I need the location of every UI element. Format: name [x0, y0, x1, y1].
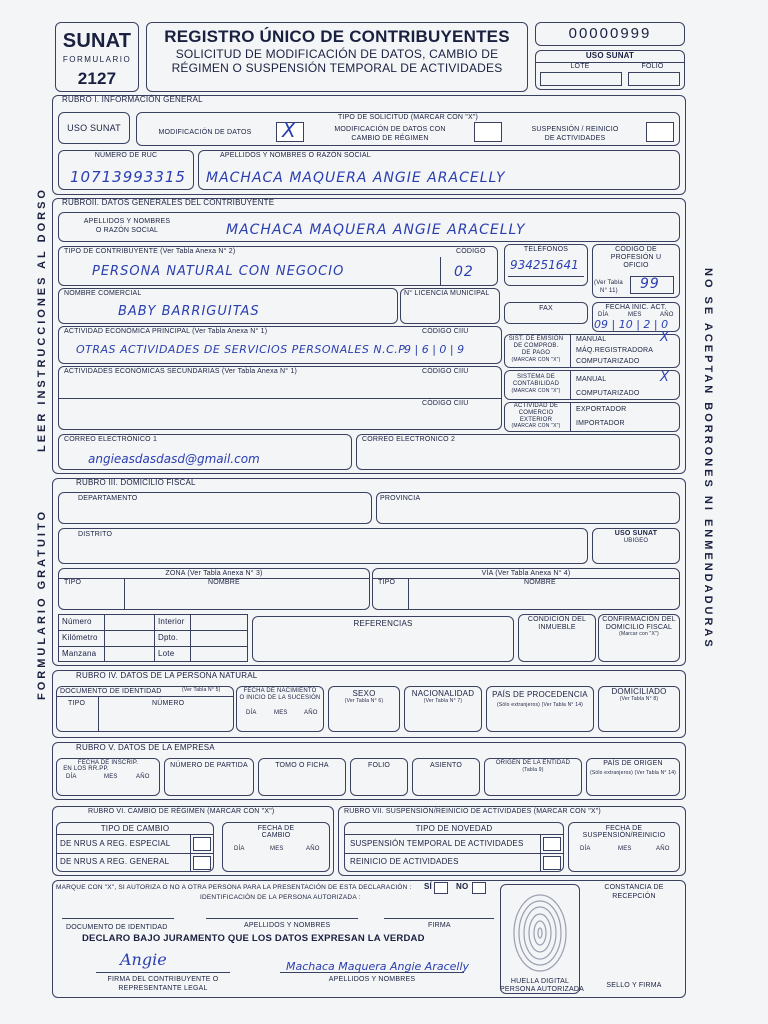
sist-contabilidad-label-2: CONTABILIDAD	[512, 381, 560, 387]
zona-tipo-label: TIPO	[64, 579, 82, 586]
autoriza-text: MARQUE CON "X", SI AUTORIZA O NO A OTRA PERSONA PARA LA PRESENTACIÓN DE ESTA DECLARACIÓN :	[56, 884, 412, 891]
via-tipo-label: TIPO	[378, 579, 396, 586]
novedad-opt1-check[interactable]	[543, 837, 561, 851]
origen-label-2: (Tabla 9)	[522, 767, 544, 773]
folio-label: FOLIO	[641, 63, 664, 70]
domiciliado-ver: (Ver Tabla N° 8)	[619, 696, 659, 702]
autoriza-si-check[interactable]	[434, 882, 448, 894]
form-subtitle-2: RÉGIMEN O SUSPENSIÓN TEMPORAL DE ACTIVIDADES	[171, 61, 503, 75]
tipo-codigo-label: CÓDIGO	[456, 248, 486, 255]
condicion-label-1: CONDICIÓN DEL	[527, 616, 587, 623]
correo1-value: angieasdasdasd@gmail.com	[88, 452, 260, 466]
folio-input[interactable]	[628, 72, 680, 86]
fecha-suspension-mes: MES	[618, 846, 632, 852]
comercio-exterior-label-1: ACTIVIDAD DE	[513, 403, 559, 409]
ruc-label: NÚMERO DE RUC	[94, 152, 158, 159]
documento-ver: (Ver Tabla N° 5)	[182, 687, 221, 693]
tomo-label: TOMO O FICHA	[275, 762, 329, 769]
fecha-cambio-mes: MES	[270, 846, 284, 852]
rubro3-title: RUBRO III. DOMICILIO FISCAL	[76, 478, 196, 487]
firma-label: FIRMA	[428, 922, 451, 929]
cambio-opt1-check[interactable]	[193, 837, 211, 851]
nacionalidad-label: NACIONALIDAD	[411, 689, 475, 698]
comercio-exterior-label-2: COMERCIO	[518, 410, 554, 416]
rubro4-title: RUBRO IV. DATOS DE LA PERSONA NATURAL	[76, 671, 258, 680]
tipo-contribuyente-label: TIPO DE CONTRIBUYENTE (Ver Tabla Anexa N° 2)	[64, 248, 236, 255]
fecha-cambio-anio: AÑO	[306, 846, 320, 852]
emision-maq-label: MÁQ.REGISTRADORA	[576, 347, 654, 354]
distrito-label: DISTRITO	[78, 531, 113, 538]
novedad-opt2-check[interactable]	[543, 856, 561, 870]
opt-modificacion-mark: X	[282, 118, 297, 142]
fax-label: FAX	[539, 305, 553, 312]
opt-suspension-label-2: DE ACTIVIDADES	[544, 135, 606, 142]
via-label: VÍA (Ver Tabla Anexa N° 4)	[481, 570, 571, 577]
telefono-label: TELÉFONOS	[523, 246, 569, 253]
importador-label: IMPORTADOR	[576, 420, 625, 427]
autoriza-identificacion: IDENTIFICACIÓN DE LA PERSONA AUTORIZADA :	[200, 894, 361, 901]
form-number: 2127	[77, 69, 117, 88]
lote-label: LOTE	[570, 63, 590, 70]
emision-manual-label: MANUAL	[576, 336, 607, 343]
rubro5-title: RUBRO V. DATOS DE LA EMPRESA	[76, 743, 215, 752]
tipo-novedad-label: TIPO DE NOVEDAD	[415, 824, 493, 833]
formulario-label: FORMULARIO	[62, 55, 132, 64]
fecha-nacimiento-label-1: FECHA DE NACIMIENTO	[243, 688, 317, 694]
rubro1-uso-sunat: USO SUNAT	[67, 123, 121, 133]
fecha-inscrip-label-2: EN LOS RR.PP.	[63, 766, 109, 772]
confirmacion-label-2: DOMICILIO FISCAL	[605, 624, 673, 631]
brand-logo: SUNAT	[62, 30, 132, 52]
documento-tipo-label: TIPO	[68, 700, 86, 707]
huella-label-2: PERSONA AUTORIZADA	[500, 986, 584, 993]
uso-sunat-label: USO SUNAT	[585, 51, 635, 60]
profesion-ver-tabla-2: N° 11)	[600, 288, 618, 294]
nombre-comercial-label: NOMBRE COMERCIAL	[64, 290, 142, 297]
constancia-label-1: CONSTANCIA DE	[604, 884, 664, 891]
apellidos-label: APELLIDOS Y NOMBRES	[244, 922, 331, 929]
confirmacion-label-3: (Marcar con "X")	[619, 631, 659, 637]
fingerprint-icon	[508, 890, 572, 976]
provincia-field[interactable]	[376, 492, 680, 524]
r2-name-label-2: O RAZÓN SOCIAL	[95, 227, 159, 234]
comercio-exterior-marcar: (MARCAR CON "X")	[511, 423, 561, 429]
cambio-opt2-label: DE NRUS A REG. GENERAL	[60, 857, 170, 866]
confirmacion-label-1: CONFIRMACIÓN DEL	[602, 616, 676, 623]
fecha-suspension-anio: AÑO	[656, 846, 670, 852]
novedad-opt1-label: SUSPENSIÓN TEMPORAL DE ACTIVIDADES	[350, 839, 524, 848]
huella-label-1: HUELLA DIGITAL	[510, 978, 570, 985]
serial-number: 00000999	[568, 25, 652, 42]
opt-suspension-check[interactable]	[646, 122, 674, 142]
lote-label: Lote	[158, 649, 175, 658]
numero-label: Número	[62, 617, 92, 626]
sexo-ver: (Ver Tabla N° 6)	[344, 698, 384, 704]
condicion-label-2: INMUEBLE	[538, 624, 576, 631]
documento-numero-label: NÚMERO	[152, 700, 185, 707]
sello-label: SELLO Y FIRMA	[606, 982, 662, 989]
fecha-nacimiento-label-2: O INICIO DE LA SUCESIÓN	[239, 695, 321, 701]
fecha-inicio-label: FECHA INIC. ACT.	[605, 304, 667, 311]
correo1-label: CORREO ELECTRÓNICO 1	[64, 436, 158, 443]
rubro2-title: RUBROII. DATOS GENERALES DEL CONTRIBUYENTE	[62, 198, 275, 207]
name-label: APELLIDOS Y NOMBRES O RAZÓN SOCIAL	[220, 152, 371, 159]
opt-cambio-label-1: MODIFICACIÓN DE DATOS CON	[334, 126, 446, 133]
apellidos-contribuyente-label: APELLIDOS Y NOMBRES	[328, 976, 416, 983]
fecha-inscrip-mes: MES	[104, 774, 118, 780]
fecha-inicio-dia: DÍA	[598, 312, 609, 318]
tipo-contribuyente-value: PERSONA NATURAL CON NEGOCIO	[92, 264, 345, 279]
fecha-inicio-value: 09 | 10 | 2 | 0	[594, 318, 669, 331]
opt-suspension-label-1: SUSPENSIÓN / REINICIO	[531, 126, 619, 133]
fecha-cambio-label-2: CAMBIO	[261, 832, 291, 839]
actividad-principal-label: ACTIVIDAD ECONÓMICA PRINCIPAL (Ver Tabla Anexa N° 1)	[64, 328, 268, 335]
pais-procedencia-label: PAÍS DE PROCEDENCIA	[492, 690, 588, 699]
contabilidad-manual-label: MANUAL	[576, 376, 607, 383]
name-value: MACHACA MAQUERA ANGIE ARACELLY	[206, 170, 506, 186]
rubro6-title: RUBRO VI. CAMBIO DE RÉGIMEN (MARCAR CON "X")	[88, 808, 275, 815]
fecha-suspension-dia: DÍA	[580, 846, 591, 852]
actividad-principal-ciiu-label: CÓDIGO CIIU	[422, 328, 469, 335]
provincia-label: PROVINCIA	[380, 495, 421, 502]
manzana-label: Manzana	[62, 649, 97, 658]
opt-cambio-check[interactable]	[474, 122, 502, 142]
constancia-label-2: RECEPCIÓN	[612, 893, 656, 900]
sist-contabilidad-label-1: SISTEMA DE	[516, 374, 555, 380]
zona-nombre-label: NOMBRE	[208, 579, 240, 586]
ubigeo-label: UBIGEO	[623, 538, 649, 544]
comercio-exterior-label-3: EXTERIOR	[519, 417, 553, 423]
cambio-opt2-check[interactable]	[193, 856, 211, 870]
autoriza-no-check[interactable]	[472, 882, 486, 894]
fecha-inscrip-anio: AÑO	[136, 774, 150, 780]
exportador-label: EXPORTADOR	[576, 406, 627, 413]
origen-label-1: ORIGEN DE LA ENTIDAD	[495, 760, 571, 766]
tipo-codigo-value: 02	[454, 264, 474, 280]
pais-procedencia-ver: (Sólo extranjeros) (Ver Tabla N° 14)	[496, 702, 584, 708]
nacionalidad-ver: (Ver Tabla N° 7)	[423, 698, 463, 704]
emision-computarizado-label: COMPUTARIZADO	[576, 358, 640, 365]
doc-identidad-label: DOCUMENTO DE IDENTIDAD	[66, 924, 168, 931]
lote-input[interactable]	[540, 72, 622, 86]
fecha-cambio-label-1: FECHA DE	[257, 825, 295, 832]
declaro-text: DECLARO BAJO JURAMENTO QUE LOS DATOS EXPRESAN LA VERDAD	[82, 933, 425, 944]
emision-manual-mark: X	[660, 330, 670, 345]
actividad-principal-ciiu-value: 9 | 6 | 0 | 9	[404, 343, 465, 356]
documento-label: DOCUMENTO DE IDENTIDAD	[60, 688, 162, 695]
distrito-field[interactable]	[58, 528, 588, 564]
profesion-ver-tabla: (Ver Tabla	[594, 280, 623, 286]
fecha-inscrip-label-1: FECHA DE INSCRIP.	[77, 760, 139, 766]
zona-label: ZONA (Ver Tabla Anexa N° 3)	[165, 570, 263, 577]
r2-name-label-1: APELLIDOS Y NOMBRES	[83, 218, 171, 225]
sist-emision-label-2: DE COMPROB.	[513, 343, 559, 349]
sist-emision-label-1: SIST. DE EMISIÓN	[508, 336, 564, 342]
tipo-solicitud-label: TIPO DE SOLICITUD (MARCAR CON "X")	[337, 114, 479, 121]
side-text-right: NO SE ACEPTAN BORRONES NI ENMENDADURAS	[702, 268, 714, 650]
sist-emision-marcar: (MARCAR CON "X")	[511, 357, 561, 363]
contabilidad-manual-mark: X	[660, 370, 670, 385]
novedad-opt2-label: REINICIO DE ACTIVIDADES	[350, 857, 459, 866]
profesion-label-1: CÓDIGO DE	[615, 246, 657, 253]
autoriza-no-label: NO	[456, 882, 469, 891]
side-text-left-1: LEER INSTRUCCIONES AL DORSO	[36, 187, 48, 452]
actividades-secundarias-label: ACTIVIDADES ECONÓMICAS SECUNDARIAS (Ver Tabla Anexa N° 1)	[64, 368, 298, 375]
dpto-label: Dpto.	[158, 633, 179, 642]
sexo-label: SEXO	[352, 689, 376, 698]
fecha-inscrip-dia: DÍA	[66, 774, 77, 780]
rubro7-title: RUBRO VII. SUSPENSIÓN/REINICIO DE ACTIVIDADES (MARCAR CON "X")	[344, 808, 601, 815]
interior-label: Interior	[158, 617, 185, 626]
profesion-value: 99	[640, 276, 660, 292]
actividades-secundarias-ciiu-label-1: CÓDIGO CIIU	[422, 368, 469, 375]
pais-origen-ver: (Sólo extranjeros) (Ver Tabla N° 14)	[589, 770, 677, 776]
fecha-cambio-dia: DÍA	[234, 846, 245, 852]
firma-contribuyente-label-2: REPRESENTANTE LEGAL	[118, 985, 208, 992]
sist-contabilidad-marcar: (MARCAR CON "X")	[511, 388, 561, 394]
form-subtitle-1: SOLICITUD DE MODIFICACIÓN DE DATOS, CAMBIO DE	[175, 47, 499, 61]
autoriza-si-label: SÍ	[424, 882, 432, 891]
firma-contribuyente-signature: Angie	[120, 950, 167, 969]
folio-label: FOLIO	[367, 762, 390, 769]
asiento-label: ASIENTO	[429, 762, 462, 769]
rubro1-title: RUBRO I. INFORMACIÓN GENERAL	[62, 95, 203, 104]
domiciliado-label: DOMICILIADO	[611, 687, 667, 696]
nombre-comercial-value: BABY BARRIGUITAS	[118, 304, 260, 319]
sist-emision-label-3: DE PAGO	[521, 350, 551, 356]
opt-modificacion-label: MODIFICACIÓN DE DATOS	[158, 129, 252, 136]
opt-cambio-label-2: CAMBIO DE RÉGIMEN	[351, 135, 429, 142]
firma-contribuyente-label-1: FIRMA DEL CONTRIBUYENTE O	[107, 976, 219, 983]
profesion-label-2: PROFESIÓN U	[610, 254, 662, 261]
fecha-suspension-label-2: SUSPENSIÓN/REINICIO	[582, 832, 666, 839]
telefono-value: 934251641	[510, 258, 579, 272]
via-nombre-label: NOMBRE	[524, 579, 556, 586]
correo2-label: CORREO ELECTRÓNICO 2	[362, 436, 456, 443]
profesion-label-3: OFICIO	[623, 262, 649, 269]
departamento-label: DEPARTAMENTO	[78, 495, 138, 502]
pais-origen-label: PAÍS DE ORIGEN	[603, 760, 663, 767]
fecha-nacimiento-mes: MES	[274, 710, 288, 716]
cambio-opt1-label: DE NRUS A REG. ESPECIAL	[60, 839, 171, 848]
r2-name-value: MACHACA MAQUERA ANGIE ARACELLY	[226, 222, 526, 238]
fecha-nacimiento-anio: AÑO	[304, 710, 318, 716]
partida-label: NÚMERO DE PARTIDA	[170, 762, 248, 769]
fecha-nacimiento-dia: DÍA	[246, 710, 257, 716]
ubigeo-uso-sunat: USO SUNAT	[614, 530, 658, 537]
side-text-left-2: FORMULARIO GRATUITO	[36, 508, 48, 700]
fecha-inicio-mes: MES	[628, 312, 642, 318]
licencia-label: N° LICENCIA MUNICIPAL	[404, 290, 490, 297]
ruc-value: 10713993315	[70, 168, 186, 186]
fecha-inicio-anio: AÑO	[660, 312, 674, 318]
tipo-cambio-label: TIPO DE CAMBIO	[100, 824, 170, 833]
actividades-secundarias-ciiu-label-2: CÓDIGO CIIU	[422, 400, 469, 407]
form-title: REGISTRO ÚNICO DE CONTRIBUYENTES	[164, 27, 510, 46]
fecha-suspension-label-1: FECHA DE	[605, 825, 643, 832]
kilometro-label: Kilómetro	[62, 633, 98, 642]
actividad-principal-value: OTRAS ACTIVIDADES DE SERVICIOS PERSONALES N.C.P.	[76, 343, 408, 356]
apellidos-contribuyente-value: Machaca Maquera Angie Aracelly	[286, 960, 470, 973]
referencias-label: REFERENCIAS	[353, 619, 413, 628]
contabilidad-computarizado-label: COMPUTARIZADO	[576, 390, 640, 397]
